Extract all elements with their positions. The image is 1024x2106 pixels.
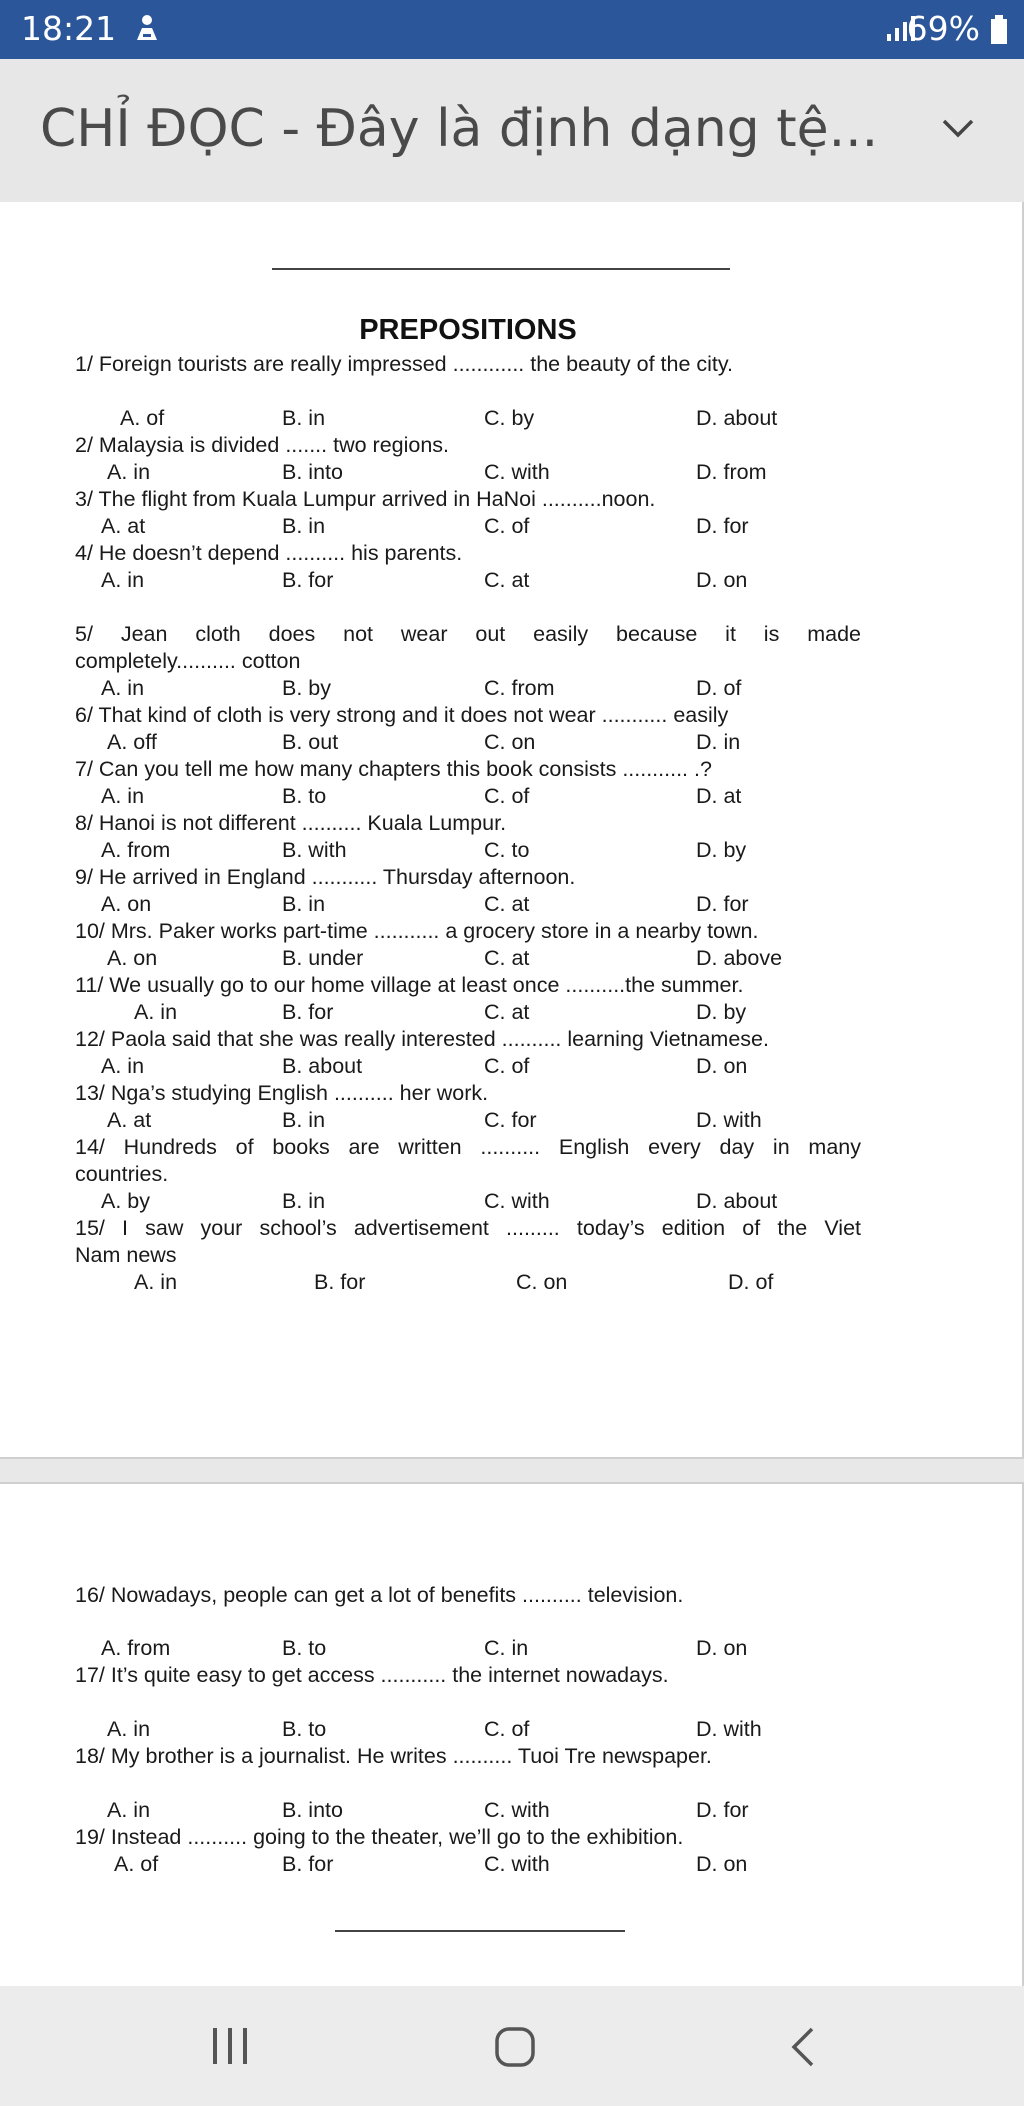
option-b: B. in xyxy=(282,1189,326,1213)
option-c: C. for xyxy=(484,1108,537,1132)
option-b: B. to xyxy=(282,784,327,808)
option-b: B. out xyxy=(282,730,339,754)
option-c: C. from xyxy=(484,676,555,700)
option-d: D. above xyxy=(696,946,783,970)
person-icon xyxy=(134,14,160,46)
question-text-cont: countries. xyxy=(75,1162,169,1186)
option-c: C. at xyxy=(484,946,530,970)
option-b: B. about xyxy=(282,1054,363,1078)
option-d: D. for xyxy=(696,1798,749,1822)
question-text: 7/ Can you tell me how many chapters this book consists ........... .? xyxy=(75,757,712,781)
option-c: C. on xyxy=(484,730,536,754)
question-text: 15/ I saw your school’s advertisement ......... today’s edition of the Viet xyxy=(75,1216,861,1240)
navigation-bar xyxy=(0,1986,1024,2106)
option-d: D. for xyxy=(696,892,749,916)
option-c: C. with xyxy=(484,1852,550,1876)
question-text-cont: completely.......... cotton xyxy=(75,649,301,673)
option-a: A. by xyxy=(101,1189,150,1213)
question-text: 2/ Malaysia is divided ....... two regions. xyxy=(75,433,450,457)
option-b: B. in xyxy=(282,1108,326,1132)
question-text: 12/ Paola said that she was really interested .......... learning Vietnamese. xyxy=(75,1027,769,1051)
option-c: C. at xyxy=(484,568,530,592)
question-text: 8/ Hanoi is not different .......... Kuala Lumpur. xyxy=(75,811,507,835)
question-text: 18/ My brother is a journalist. He writes .......... Tuoi Tre newspaper. xyxy=(75,1744,712,1768)
status-bar xyxy=(0,0,1024,59)
option-b: B. in xyxy=(282,514,326,538)
question-text: 17/ It’s quite easy to get access ........... the internet nowadays. xyxy=(75,1663,669,1687)
option-c: C. of xyxy=(484,1717,530,1741)
battery-icon xyxy=(990,15,1008,49)
option-a: A. in xyxy=(107,1717,151,1741)
status-time: 18:21 xyxy=(21,9,117,48)
option-b: B. with xyxy=(282,838,347,862)
option-d: D. of xyxy=(728,1270,774,1294)
option-d: D. on xyxy=(696,1852,748,1876)
divider xyxy=(272,268,730,270)
option-a: A. at xyxy=(107,1108,152,1132)
home-icon[interactable] xyxy=(494,2026,536,2073)
option-a: A. in xyxy=(101,568,145,592)
option-a: A. off xyxy=(107,730,157,754)
option-c: C. with xyxy=(484,1798,550,1822)
option-a: A. in xyxy=(101,784,145,808)
option-c: C. with xyxy=(484,460,550,484)
option-b: B. in xyxy=(282,406,326,430)
document-title: CHỈ ĐỌC - Đây là định dạng tệ... xyxy=(40,99,879,159)
question-text: 3/ The flight from Kuala Lumpur arrived in HaNoi ..........noon. xyxy=(75,487,656,511)
question-text-cont: Nam news xyxy=(75,1243,177,1267)
question-text: 14/ Hundreds of books are written .......... English every day in many xyxy=(75,1135,861,1159)
option-c: C. at xyxy=(484,892,530,916)
question-text: 13/ Nga’s studying English .......... her work. xyxy=(75,1081,489,1105)
question-text: 10/ Mrs. Paker works part-time ........... a grocery store in a nearby town. xyxy=(75,919,759,943)
option-d: D. about xyxy=(696,406,778,430)
question-text: 19/ Instead .......... going to the theater, we’ll go to the exhibition. xyxy=(75,1825,684,1849)
option-d: D. of xyxy=(696,676,742,700)
option-b: B. for xyxy=(282,1000,334,1024)
option-a: A. on xyxy=(101,892,152,916)
option-b: B. in xyxy=(282,892,326,916)
question-text: 6/ That kind of cloth is very strong and it does not wear ........... easily xyxy=(75,703,729,727)
option-c: C. of xyxy=(484,784,530,808)
option-c: C. on xyxy=(516,1270,568,1294)
option-d: D. for xyxy=(696,514,749,538)
option-a: A. from xyxy=(101,838,171,862)
option-d: D. with xyxy=(696,1108,762,1132)
option-b: B. to xyxy=(282,1636,327,1660)
question-text: 9/ He arrived in England ........... Thursday afternoon. xyxy=(75,865,576,889)
option-d: D. on xyxy=(696,1054,748,1078)
option-a: A. from xyxy=(101,1636,171,1660)
option-a: A. at xyxy=(101,514,146,538)
option-d: D. at xyxy=(696,784,742,808)
option-b: B. for xyxy=(314,1270,366,1294)
option-a: A. in xyxy=(134,1000,178,1024)
option-a: A. of xyxy=(120,406,165,430)
option-b: B. to xyxy=(282,1717,327,1741)
option-a: A. in xyxy=(101,1054,145,1078)
option-b: B. for xyxy=(282,568,334,592)
chevron-down-icon[interactable] xyxy=(940,117,976,144)
option-a: A. in xyxy=(101,676,145,700)
back-icon[interactable] xyxy=(788,2026,818,2073)
option-d: D. with xyxy=(696,1717,762,1741)
question-text: 11/ We usually go to our home village at least once ..........the summer. xyxy=(75,973,744,997)
option-c: C. with xyxy=(484,1189,550,1213)
document-page-2 xyxy=(0,1482,1024,1988)
option-d: D. from xyxy=(696,460,767,484)
option-b: B. for xyxy=(282,1852,334,1876)
option-d: D. on xyxy=(696,568,748,592)
question-text: 4/ He doesn’t depend .......... his parents. xyxy=(75,541,463,565)
option-b: B. by xyxy=(282,676,331,700)
option-c: C. by xyxy=(484,406,535,430)
option-d: D. on xyxy=(696,1636,748,1660)
option-d: D. about xyxy=(696,1189,778,1213)
option-b: B. under xyxy=(282,946,364,970)
question-text: 5/ Jean cloth does not wear out easily because it is made xyxy=(75,622,861,646)
option-a: A. of xyxy=(114,1852,159,1876)
battery-percent: 69% xyxy=(906,9,980,48)
option-a: A. in xyxy=(134,1270,178,1294)
option-a: A. in xyxy=(107,460,151,484)
option-b: B. into xyxy=(282,1798,343,1822)
option-c: C. of xyxy=(484,514,530,538)
option-c: C. in xyxy=(484,1636,529,1660)
option-d: D. by xyxy=(696,1000,747,1024)
document-page-1 xyxy=(0,202,1024,1459)
option-d: D. by xyxy=(696,838,747,862)
option-d: D. in xyxy=(696,730,741,754)
option-b: B. into xyxy=(282,460,343,484)
app-header xyxy=(0,59,1024,202)
option-c: C. of xyxy=(484,1054,530,1078)
divider xyxy=(335,1930,625,1932)
option-c: C. to xyxy=(484,838,530,862)
doc-title: PREPOSITIONS xyxy=(359,314,577,346)
recents-icon[interactable] xyxy=(210,2026,250,2071)
option-c: C. at xyxy=(484,1000,530,1024)
option-a: A. in xyxy=(107,1798,151,1822)
option-a: A. on xyxy=(107,946,158,970)
question-text: 16/ Nowadays, people can get a lot of benefits .......... television. xyxy=(75,1583,684,1607)
question-text: 1/ Foreign tourists are really impressed ............ the beauty of the city. xyxy=(75,352,734,376)
